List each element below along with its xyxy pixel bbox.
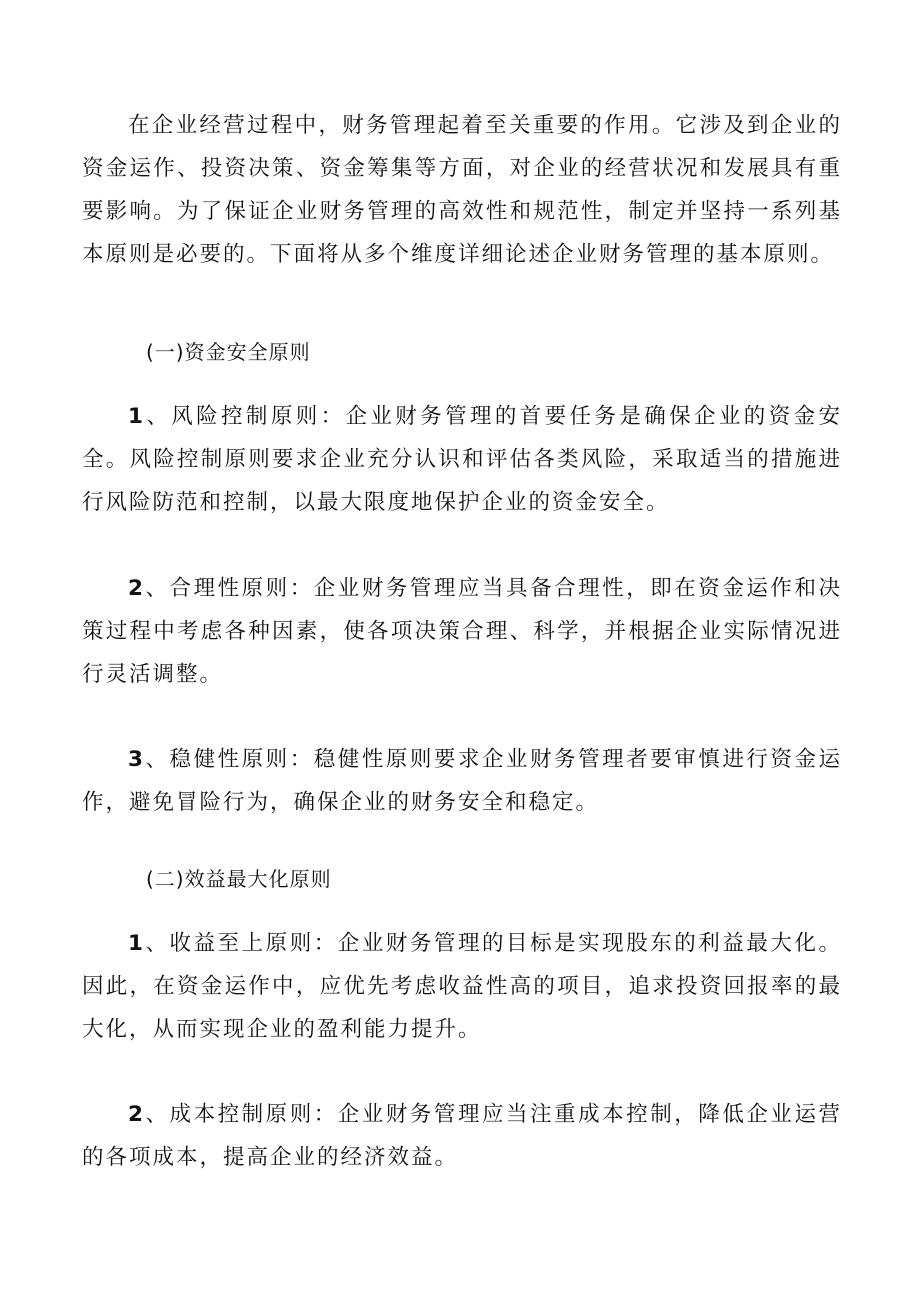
item-text: 、稳健性原则：稳健性原则要求企业财务管理者要审慎进行资金运作，避免冒险行为，确保企业的财务安全和稳定。 [82,747,842,815]
item-number: 1 [128,404,145,429]
item-number: 1 [128,931,145,956]
item-number: 2 [128,576,145,601]
item-text: 、合理性原则：企业财务管理应当具备合理性，即在资金运作和决策过程中考虑各种因素，使各项决策合理、科学，并根据企业实际情况进行灵活调整。 [82,576,842,687]
principle-rationality [82,567,842,696]
intro-paragraph: 在企业经营过程中，财务管理起着至关重要的作用。它涉及到企业的资金运作、投资决策、资金筹集等方面，对企业的经营状况和发展具有重要影响。为了保证企业财务管理的高效性和规范性，制定并坚持一系列基本原则是必要的。下面将从多个维度详细论述企业财务管理的基本原则。 [82,113,842,267]
principle-prudence [82,738,842,824]
section-heading-capital-safety: (一)资金安全原则 [146,340,311,364]
item-text: 、风险控制原则：企业财务管理的首要任务是确保企业的资金安全。风险控制原则要求企业充分认识和评估各类风险，采取适当的措施进行风险防范和控制，以最大限度地保护企业的资金安全。 [82,404,842,515]
item-text: 、成本控制原则：企业财务管理应当注重成本控制，降低企业运营的各项成本，提高企业的经济效益。 [82,1102,842,1170]
section-heading-benefit-max: (二)效益最大化原则 [146,867,332,891]
principle-cost-control [82,1093,842,1179]
item-text: 、收益至上原则：企业财务管理的目标是实现股东的利益最大化。因此，在资金运作中，应优先考虑收益性高的项目，追求投资回报率的最大化，从而实现企业的盈利能力提升。 [82,931,842,1042]
item-number: 3 [128,747,145,772]
item-number: 2 [128,1102,145,1127]
principle-profit-first [82,922,842,1051]
principle-risk-control [82,395,842,524]
